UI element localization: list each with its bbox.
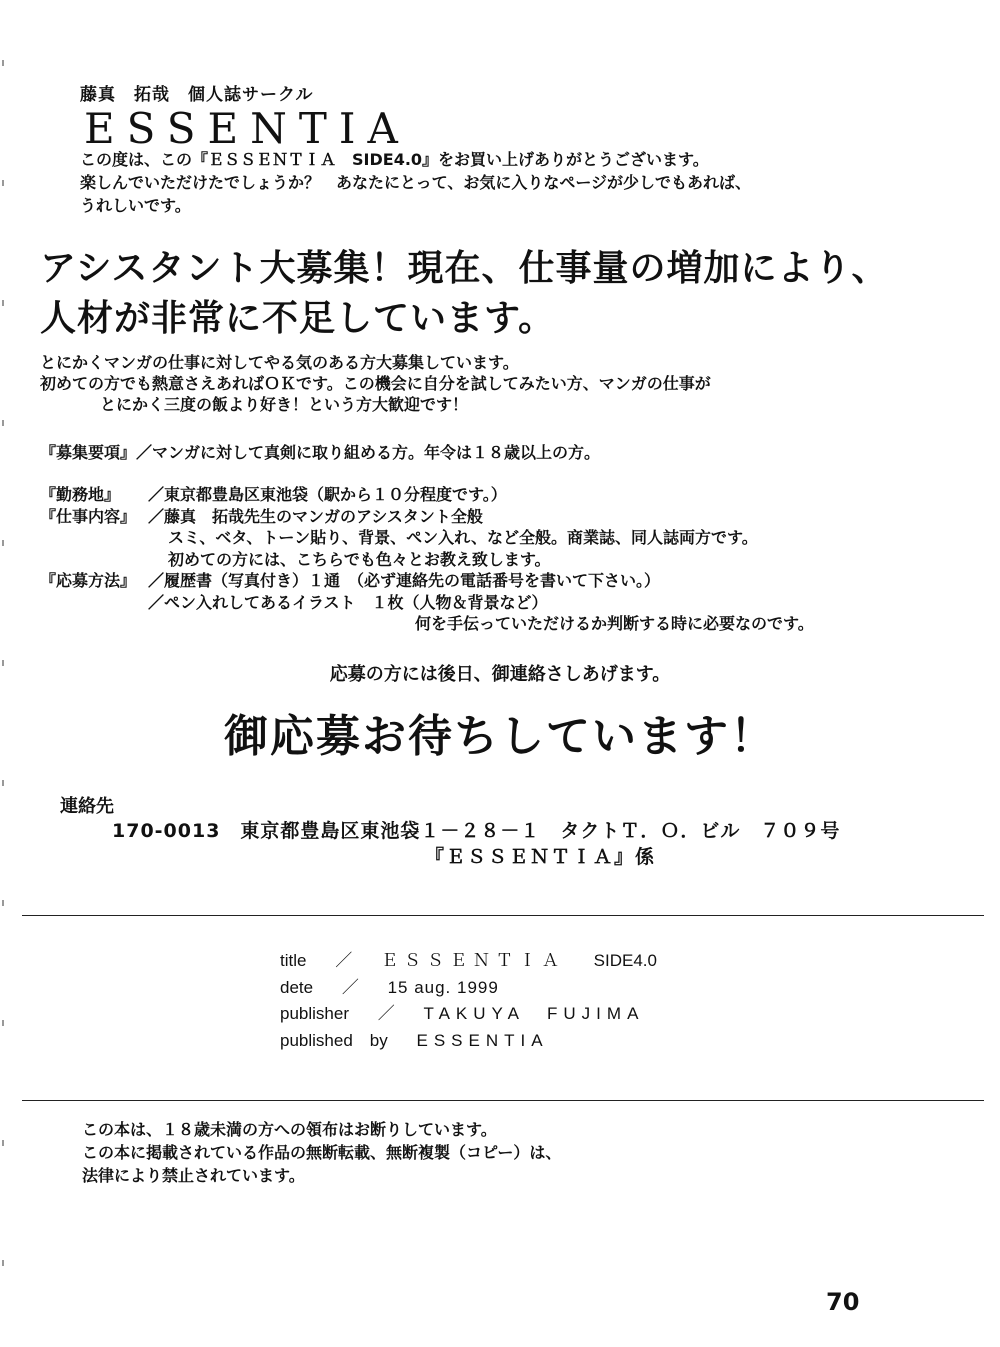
colophon-published-by-row — [280, 1028, 657, 1055]
description-line: 初めての方でも熱意さえあればＯＫです。この機会に自分を試してみたい方、マンガの仕事が — [40, 374, 711, 393]
contact-recipient: 『ＥＳＳＥＮＴＩＡ』係 — [425, 846, 657, 868]
description-line: とにかくマンガの仕事に対してやる気のある方大募集しています。 — [40, 353, 519, 372]
apply-row — [40, 570, 814, 592]
edge-mark — [2, 60, 4, 66]
intro-line: この度は、この『ＥＳＳＥＮＴＩＡ SIDE4.0』をお買い上げありがとうございます。 — [80, 150, 709, 169]
colophon-published-by: ESSENTIA — [416, 1030, 549, 1050]
legal-line: この本に掲載されている作品の無断転載、無断複製（コピー）は、 — [82, 1143, 562, 1162]
edge-mark — [2, 420, 4, 426]
apply-label: 『応募方法』 — [40, 571, 137, 590]
job-line: ／藤真 拓哉先生のマンガのアシスタント全般 — [148, 506, 483, 526]
intro-text — [80, 148, 751, 217]
colophon-title-row — [280, 948, 657, 975]
edge-mark — [2, 780, 4, 786]
colophon-key: publisher — [280, 1004, 349, 1023]
edge-mark — [2, 300, 4, 306]
colophon-sep: ／ — [377, 1004, 395, 1023]
colophon-key: published by — [280, 1030, 388, 1050]
welcome-headline: 御応募お待ちしています！ — [224, 711, 776, 762]
edge-mark — [2, 900, 4, 906]
edge-mark — [2, 1260, 4, 1266]
recruit-description — [40, 352, 711, 415]
headline-line: アシスタント大募集！現在、仕事量の増加により、 — [40, 248, 889, 289]
apply-line: ／履歴書（写真付き）１通 （必ず連絡先の電話番号を書いて下さい。） — [148, 571, 661, 590]
location-label: 『勤務地』 — [40, 485, 121, 504]
intro-line: 楽しんでいただけたでしょうか？ あなたにとって、お気に入りなページが少しでもあれば、 — [80, 173, 752, 192]
colophon-title: ＥＳＳＥＮＴＩＡ — [380, 951, 565, 970]
job-line: スミ、ベタ、トーン貼り、背景、ペン入れ、など全般。商業誌、同人誌両方です。 — [168, 528, 758, 547]
intro-line: うれしいです。 — [80, 196, 191, 215]
legal-line: 法律により禁止されています。 — [82, 1166, 305, 1185]
colophon-sep: ／ — [335, 951, 353, 970]
circle-name: 藤真 拓哉 個人誌サークル — [80, 85, 314, 105]
contact-label: 連絡先 — [60, 796, 114, 817]
job-label: 『仕事内容』 — [40, 506, 137, 526]
divider — [22, 1100, 984, 1101]
requirements-text: ／マンガに対して真剣に取り組める方。年令は１８歳以上の方。 — [136, 443, 601, 462]
description-line: とにかく三度の飯より好き！という方大歓迎です！ — [100, 395, 469, 414]
colophon-date: 15 aug. 1999 — [387, 977, 499, 997]
edge-mark — [2, 540, 4, 546]
colophon-sep: ／ — [341, 977, 359, 997]
requirements-label: 『募集要項』 — [40, 443, 137, 462]
colophon-edition: SIDE4.0 — [593, 951, 657, 970]
colophon-key: dete — [280, 977, 314, 997]
apply-line: 何を手伝っていただけるか判断する時に必要なのです。 — [415, 614, 814, 633]
page-number: 70 — [826, 1288, 860, 1316]
apply-line: ／ペン入れしてあるイラスト １枚（人物＆背景など） — [148, 592, 548, 612]
colophon-publisher-row — [280, 1001, 657, 1028]
divider — [22, 915, 984, 916]
edge-mark — [2, 180, 4, 186]
colophon — [280, 948, 657, 1054]
edge-mark — [2, 1020, 4, 1026]
edge-mark — [2, 1140, 4, 1146]
requirements — [40, 440, 600, 463]
circle-logo: ESSENTIA — [84, 104, 410, 153]
colophon-key: title — [280, 951, 307, 970]
job-details — [40, 484, 814, 635]
contact-notice: 応募の方には後日、御連絡さしあげます。 — [329, 664, 671, 685]
contact-address: 170-0013 東京都豊島区東池袋１－２８－１ タクトＴ．Ｏ．ビル ７０９号 — [112, 820, 841, 842]
legal-notice — [82, 1118, 561, 1187]
location-row — [40, 484, 814, 506]
recruit-headline — [40, 244, 888, 344]
legal-line: この本は、１８歳未満の方への領布はお断りしています。 — [82, 1120, 497, 1139]
location-text: ／東京都豊島区東池袋（駅から１０分程度です。） — [148, 485, 507, 504]
headline-line: 人材が非常に不足しています。 — [40, 298, 556, 339]
job-line: 初めての方には、こちらでも色々とお教え致します。 — [168, 549, 551, 569]
colophon-publisher: TAKUYA FUJIMA — [423, 1004, 645, 1023]
colophon-date-row — [280, 975, 657, 1002]
job-row — [40, 506, 814, 528]
